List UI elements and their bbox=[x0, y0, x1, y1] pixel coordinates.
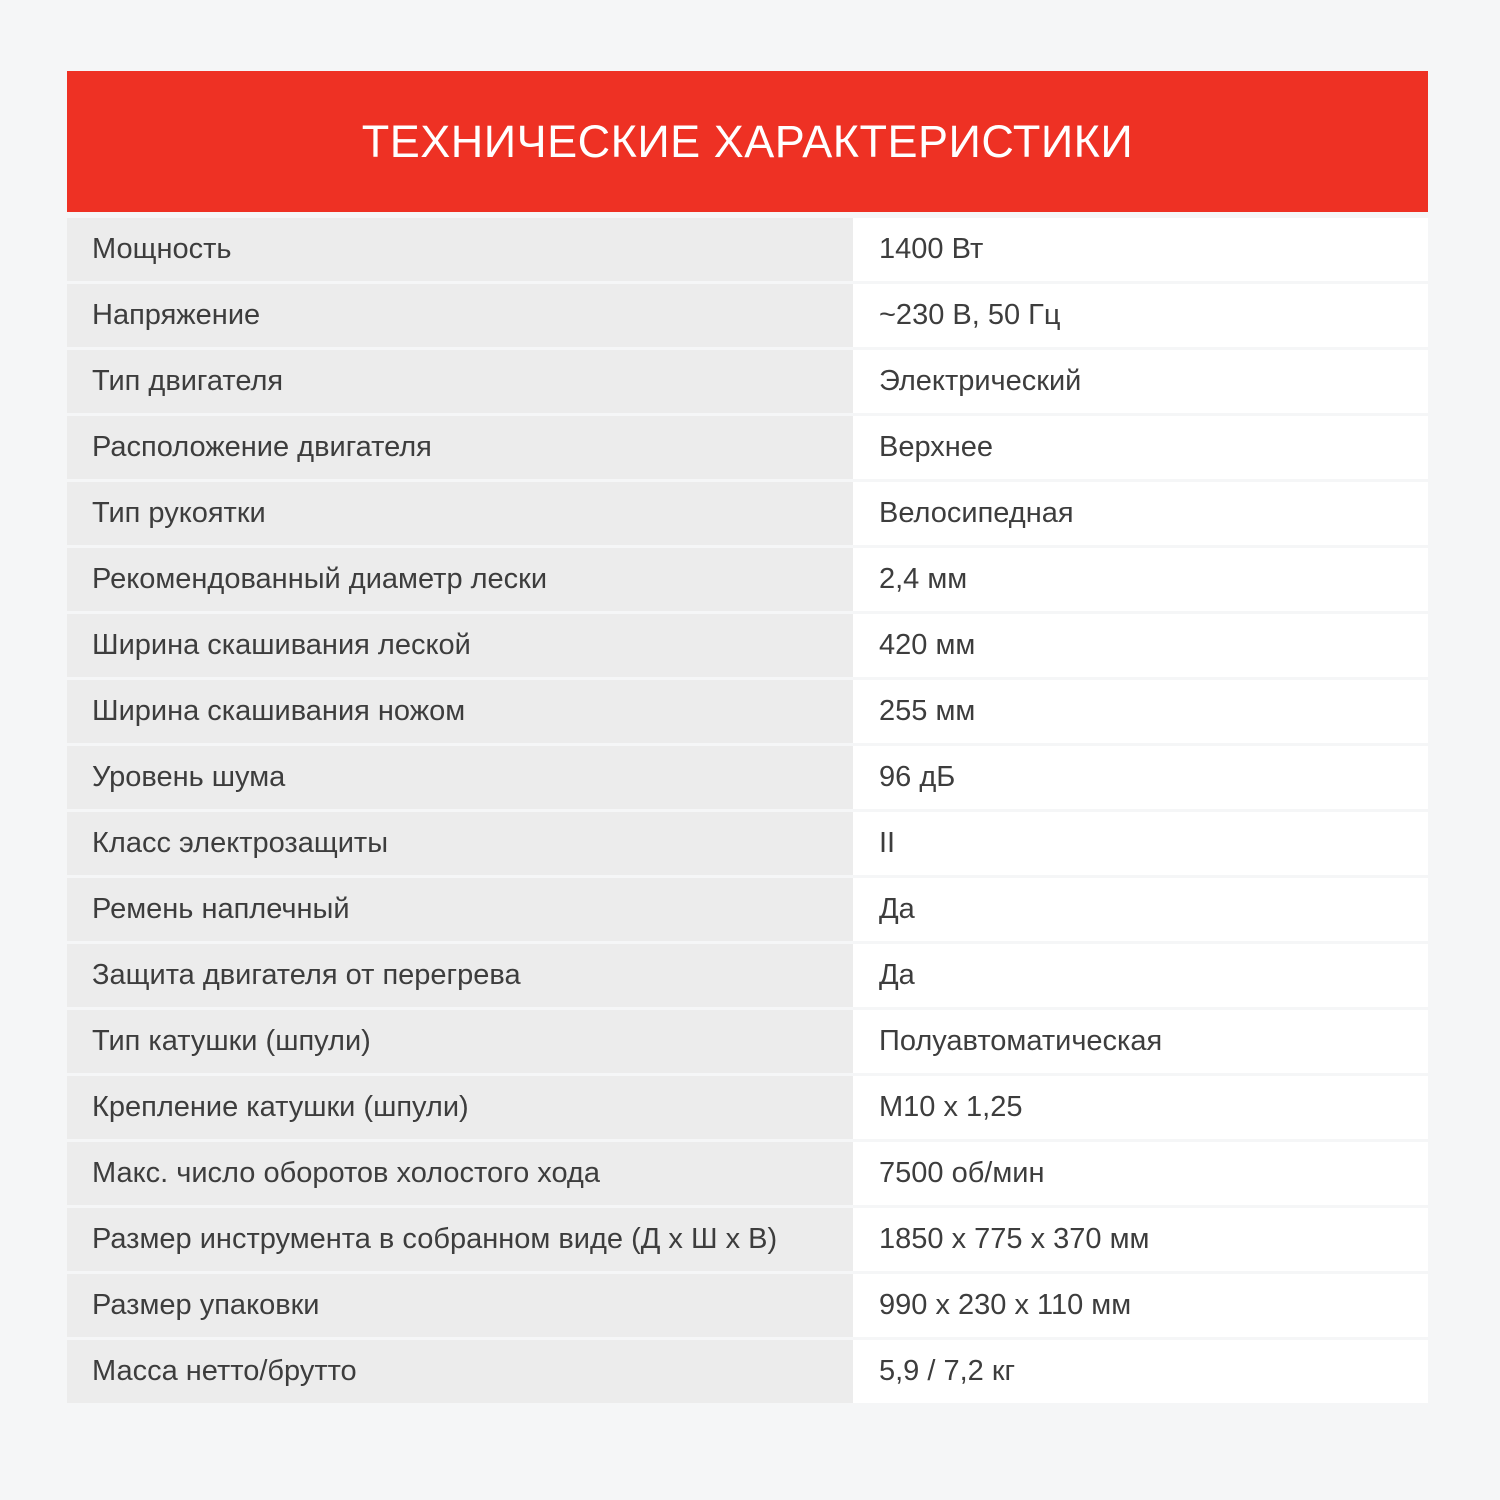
spec-label: Рекомендованный диаметр лески bbox=[67, 548, 853, 611]
spec-label: Масса нетто/брутто bbox=[67, 1340, 853, 1403]
spec-value: Верхнее bbox=[853, 416, 1428, 479]
spec-value: Да bbox=[853, 878, 1428, 941]
spec-value: 420 мм bbox=[853, 614, 1428, 677]
spec-label: Расположение двигателя bbox=[67, 416, 853, 479]
table-row bbox=[67, 680, 1428, 743]
spec-value: 255 мм bbox=[853, 680, 1428, 743]
table-row bbox=[67, 1274, 1428, 1337]
table-row bbox=[67, 482, 1428, 545]
spec-label: Класс электрозащиты bbox=[67, 812, 853, 875]
spec-label: Размер инструмента в собранном виде (Д х Ш х В) bbox=[67, 1208, 853, 1271]
spec-table-header bbox=[67, 71, 1428, 212]
table-row bbox=[67, 1208, 1428, 1271]
table-row bbox=[67, 548, 1428, 611]
spec-label: Защита двигателя от перегрева bbox=[67, 944, 853, 1007]
spec-label: Тип двигателя bbox=[67, 350, 853, 413]
spec-value: Электрический bbox=[853, 350, 1428, 413]
spec-label: Уровень шума bbox=[67, 746, 853, 809]
table-row bbox=[67, 218, 1428, 281]
table-row bbox=[67, 350, 1428, 413]
spec-value: Велосипедная bbox=[853, 482, 1428, 545]
spec-label: Ремень наплечный bbox=[67, 878, 853, 941]
spec-value: M10 x 1,25 bbox=[853, 1076, 1428, 1139]
table-row bbox=[67, 416, 1428, 479]
spec-label: Напряжение bbox=[67, 284, 853, 347]
page-title: ТЕХНИЧЕСКИЕ ХАРАКТЕРИСТИКИ bbox=[361, 115, 1134, 167]
spec-label: Ширина скашивания ножом bbox=[67, 680, 853, 743]
table-row bbox=[67, 878, 1428, 941]
spec-value: II bbox=[853, 812, 1428, 875]
spec-value: ~230 В, 50 Гц bbox=[853, 284, 1428, 347]
spec-value: 1850 х 775 х 370 мм bbox=[853, 1208, 1428, 1271]
spec-label: Тип катушки (шпули) bbox=[67, 1010, 853, 1073]
table-row bbox=[67, 614, 1428, 677]
table-row bbox=[67, 812, 1428, 875]
spec-value: 5,9 / 7,2 кг bbox=[853, 1340, 1428, 1403]
table-row bbox=[67, 1142, 1428, 1205]
spec-label: Макс. число оборотов холостого хода bbox=[67, 1142, 853, 1205]
table-row bbox=[67, 1010, 1428, 1073]
table-row bbox=[67, 746, 1428, 809]
spec-label: Ширина скашивания леской bbox=[67, 614, 853, 677]
spec-value: 990 х 230 х 110 мм bbox=[853, 1274, 1428, 1337]
spec-label: Крепление катушки (шпули) bbox=[67, 1076, 853, 1139]
table-row bbox=[67, 1340, 1428, 1403]
spec-value: 1400 Вт bbox=[853, 218, 1428, 281]
spec-value: Полуавтоматическая bbox=[853, 1010, 1428, 1073]
table-row bbox=[67, 944, 1428, 1007]
spec-value: Да bbox=[853, 944, 1428, 1007]
spec-label: Мощность bbox=[67, 218, 853, 281]
spec-value: 2,4 мм bbox=[853, 548, 1428, 611]
spec-value: 7500 об/мин bbox=[853, 1142, 1428, 1205]
spec-table bbox=[67, 71, 1428, 1403]
table-row bbox=[67, 1076, 1428, 1139]
table-row bbox=[67, 284, 1428, 347]
spec-table-rows bbox=[67, 218, 1428, 1403]
spec-label: Размер упаковки bbox=[67, 1274, 853, 1337]
spec-label: Тип рукоятки bbox=[67, 482, 853, 545]
spec-value: 96 дБ bbox=[853, 746, 1428, 809]
